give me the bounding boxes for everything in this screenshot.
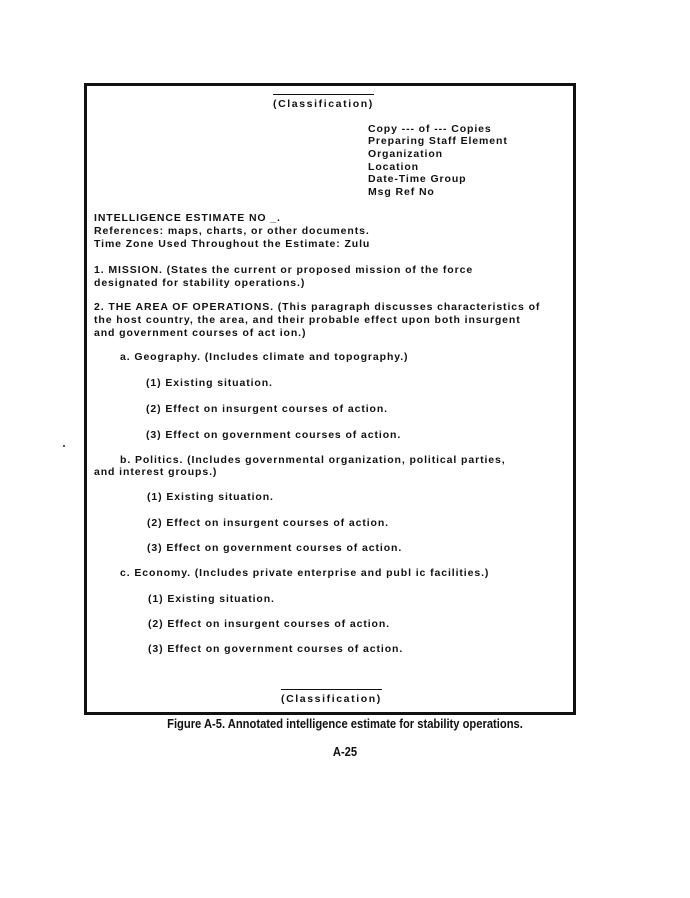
page-number: A-25 <box>332 744 358 759</box>
date-time-line: Date-Time Group <box>368 173 467 185</box>
list-item: (3) Effect on government courses of action. <box>148 643 404 655</box>
list-item: (3) Effect on government courses of action. <box>147 542 403 554</box>
mission-line-2: designated for stability operations.) <box>94 277 306 289</box>
geography-line: a. Geography. (Includes climate and topography.) <box>120 351 409 363</box>
estimate-title: INTELLIGENCE ESTIMATE NO _. <box>94 212 281 224</box>
area-line-1: 2. THE AREA OF OPERATIONS. (This paragraph discusses characteristics of <box>94 301 541 313</box>
list-item: (2) Effect on insurgent courses of action. <box>146 403 388 415</box>
area-line-3: and government courses of act ion.) <box>94 327 307 339</box>
mission-line-1: 1. MISSION. (States the current or proposed mission of the force <box>94 264 474 276</box>
politics-line-2: and interest groups.) <box>94 466 218 478</box>
list-item: (3) Effect on government courses of action. <box>146 429 402 441</box>
msg-ref-line: Msg Ref No <box>368 186 435 198</box>
politics-line-1: b. Politics. (Includes governmental organization, political parties, <box>120 454 506 466</box>
economy-line: c. Economy. (Includes private enterprise and publ ic facilities.) <box>120 567 490 579</box>
list-item: (1) Existing situation. <box>147 491 274 503</box>
location-line: Location <box>368 161 419 173</box>
list-item: (2) Effect on insurgent courses of action. <box>147 517 389 529</box>
stray-mark <box>63 445 65 447</box>
references-line: References: maps, charts, or other documents. <box>94 225 370 237</box>
list-item: (2) Effect on insurgent courses of action. <box>148 618 390 630</box>
staff-element-line: Preparing Staff Element <box>368 135 508 147</box>
list-item: (1) Existing situation. <box>146 377 273 389</box>
area-line-2: the host country, the area, and their probable effect upon both insurgent <box>94 314 521 326</box>
time-zone-line: Time Zone Used Throughout the Estimate: Zulu <box>94 238 371 250</box>
header-classification: (Classification) <box>273 94 374 110</box>
copy-line: Copy --- of --- Copies <box>368 123 492 135</box>
footer-classification: (Classification) <box>281 689 382 705</box>
list-item: (1) Existing situation. <box>148 593 275 605</box>
figure-caption: Figure A-5. Annotated intelligence estimate for stability operations. <box>167 716 523 731</box>
organization-line: Organization <box>368 148 443 160</box>
